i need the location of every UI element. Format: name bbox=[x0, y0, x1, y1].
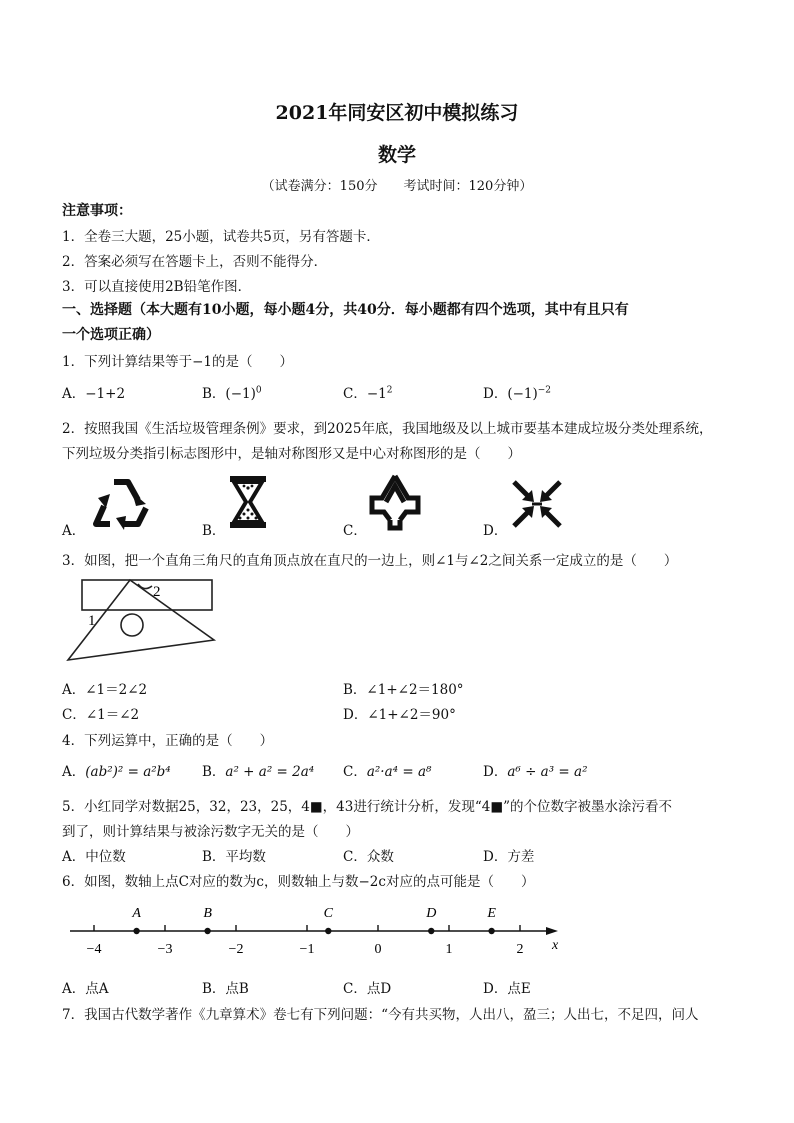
tick-label: 2 bbox=[516, 942, 524, 957]
hourglass-icon bbox=[228, 474, 268, 530]
option-label: B． bbox=[202, 764, 226, 780]
q5-option-d: D．方差 bbox=[483, 849, 535, 865]
q2-option-d: D． bbox=[483, 523, 508, 539]
question-4-stem: 4．下列运算中，正确的是（ ） bbox=[62, 733, 274, 749]
point-label-E: E bbox=[487, 906, 496, 921]
q2-option-c: C． bbox=[343, 523, 367, 539]
option-expression: (ab²)² = a²b⁴ bbox=[85, 764, 171, 780]
time-info: 考试时间：120分钟） bbox=[403, 179, 533, 194]
q3-option-d: D．∠1+∠2＝90° bbox=[343, 707, 456, 723]
option-label: A． bbox=[62, 386, 86, 402]
q3-option-c: C．∠1＝∠2 bbox=[62, 707, 140, 723]
option-base: −1 bbox=[366, 386, 387, 402]
q6-option-c: C．点D bbox=[343, 981, 392, 997]
q5-option-a: A．中位数 bbox=[62, 849, 126, 865]
number-line-figure bbox=[62, 895, 582, 965]
point-C bbox=[325, 928, 331, 934]
option-label: D． bbox=[483, 386, 508, 402]
tick-label: −3 bbox=[157, 942, 173, 957]
axis-x-label: x bbox=[552, 938, 559, 953]
question-2-stem-cont: 下列垃圾分类指引标志图形中，是轴对称图形又是中心对称图形的是（ ） bbox=[62, 446, 521, 462]
tick-label: 0 bbox=[374, 942, 382, 957]
tick-label: −4 bbox=[86, 942, 102, 957]
option-exponent: −2 bbox=[537, 385, 552, 396]
q6-option-b: B．点B bbox=[202, 981, 249, 997]
section-heading-cont: 一个选项正确） bbox=[62, 327, 160, 343]
point-label-C: C bbox=[323, 906, 333, 921]
option-label: A． bbox=[62, 764, 86, 780]
option-base: (−1) bbox=[225, 386, 256, 402]
exam-title: 2021年同安区初中模拟练习 bbox=[275, 102, 519, 124]
note-item: 3．可以直接使用2B铅笔作图． bbox=[62, 279, 252, 295]
q4-option-c bbox=[343, 760, 431, 780]
q5-option-c: C．众数 bbox=[343, 849, 394, 865]
question-5-stem: 5．小红同学对数据25，32，23，25，4■，43进行统计分析，发现“4■”的个位数字被墨水涂污看不 bbox=[62, 799, 672, 815]
option-label: C． bbox=[343, 386, 367, 402]
q4-option-d bbox=[483, 760, 588, 780]
q3-option-b: B．∠1+∠2＝180° bbox=[343, 682, 464, 698]
point-A bbox=[133, 928, 139, 934]
option-expression: a⁶ ÷ a³ = a² bbox=[507, 764, 588, 780]
point-label-A: A bbox=[132, 906, 141, 921]
option-label: B． bbox=[202, 386, 226, 402]
notes-heading: 注意事项： bbox=[62, 203, 132, 219]
q1-option-c bbox=[343, 382, 392, 402]
question-3-stem: 3．如图，把一个直角三角尺的直角顶点放在直尺的一边上，则∠1与∠2之间关系一定成立的是（ ） bbox=[62, 553, 678, 569]
q5-option-b: B．平均数 bbox=[202, 849, 266, 865]
angle-2-label: 2 bbox=[153, 584, 161, 600]
note-item: 2．答案必须写在答题卡上，否则不能得分． bbox=[62, 254, 328, 270]
q2-option-a: A． bbox=[62, 523, 86, 539]
option-expression: a²·a⁴ = a⁸ bbox=[366, 764, 432, 780]
number-line-ticks bbox=[87, 925, 524, 957]
q6-option-a: A．点A bbox=[62, 981, 109, 997]
exam-subject: 数学 bbox=[377, 144, 416, 166]
tick-label: −2 bbox=[228, 942, 244, 957]
point-label-B: B bbox=[203, 906, 212, 921]
question-2-stem: 2．按照我国《生活垃圾管理条例》要求，到2025年底，我国地级及以上城市要基本建成垃圾分类处理系统， bbox=[62, 421, 713, 437]
ruler-triangle-figure bbox=[62, 570, 222, 670]
q6-option-d: D．点E bbox=[483, 981, 531, 997]
exam-info bbox=[0, 175, 794, 194]
question-6-stem: 6．如图，数轴上点C对应的数为c，则数轴上与数−2c对应的点可能是（ ） bbox=[62, 874, 535, 890]
question-7-stem: 7．我国古代数学著作《九章算术》卷七有下列问题：“今有共买物，人出八，盈三；人出七，不足四，问人 bbox=[62, 1007, 699, 1023]
point-D bbox=[428, 928, 434, 934]
note-item: 1．全卷三大题，25小题，试卷共5页，另有答题卡． bbox=[62, 229, 380, 245]
tick-label: 1 bbox=[445, 942, 453, 957]
option-exponent: 2 bbox=[386, 385, 393, 396]
q1-option-b bbox=[202, 382, 262, 402]
option-text: −1+2 bbox=[85, 386, 126, 402]
tick-label: −1 bbox=[299, 942, 315, 957]
point-E bbox=[488, 928, 494, 934]
point-B bbox=[204, 928, 210, 934]
q4-option-b bbox=[202, 760, 314, 780]
number-line-points bbox=[131, 906, 496, 934]
angle-1-label: 1 bbox=[88, 613, 96, 629]
option-label: D． bbox=[483, 764, 508, 780]
q1-option-a bbox=[62, 382, 125, 402]
question-1-stem: 1．下列计算结果等于−1的是（ ） bbox=[62, 354, 293, 370]
option-base: (−1) bbox=[507, 386, 538, 402]
recycle-triangle-icon bbox=[88, 474, 154, 530]
option-exponent: 0 bbox=[255, 385, 262, 396]
q1-option-d bbox=[483, 382, 551, 402]
q4-option-a bbox=[62, 760, 171, 780]
q2-option-b: B． bbox=[202, 523, 226, 539]
q3-option-a: A．∠1＝2∠2 bbox=[62, 682, 148, 698]
inward-arrows-icon bbox=[510, 478, 564, 530]
score-info: （试卷满分：150分 bbox=[261, 179, 378, 194]
option-expression: a² + a² = 2a⁴ bbox=[225, 764, 315, 780]
point-label-D: D bbox=[426, 906, 437, 921]
section-heading: 一、选择题（本大题有10小题，每小题4分，共40分．每小题都有四个选项，其中有且只有 bbox=[62, 302, 629, 318]
recycle-arrows-icon bbox=[368, 472, 422, 532]
option-label: C． bbox=[343, 764, 367, 780]
question-5-stem-cont: 到了，则计算结果与被涂污数字无关的是（ ） bbox=[62, 824, 359, 840]
